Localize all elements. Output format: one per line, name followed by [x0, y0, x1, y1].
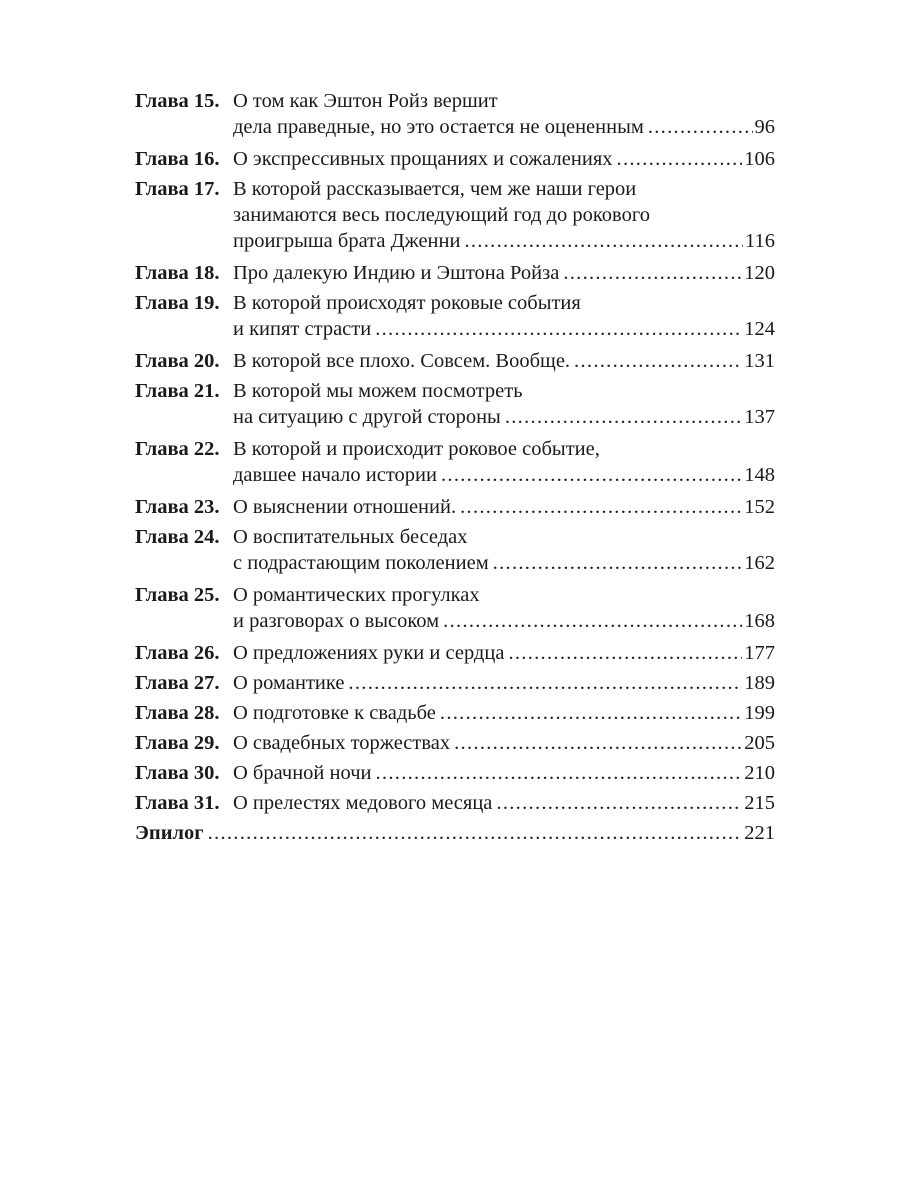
- dot-leader: [443, 608, 742, 634]
- toc-entry-label: Глава 17.: [135, 178, 220, 200]
- toc-entry-title: [233, 640, 775, 666]
- toc-entry-title: [204, 820, 775, 846]
- toc-entry-title: [233, 436, 775, 488]
- toc-entry-title-line: О воспитательных беседах: [233, 526, 468, 548]
- toc-entry-label: Глава 20.: [135, 350, 220, 372]
- toc-entry-title-line: дела праведные, но это остается не оцененным: [233, 116, 644, 138]
- dot-leader: [574, 348, 742, 374]
- toc-entry-page-number: 148: [744, 464, 775, 486]
- toc-entry[interactable]: [135, 820, 775, 846]
- toc-entry-last-line: [233, 348, 775, 374]
- toc-entry-label: Глава 27.: [135, 672, 220, 694]
- dot-leader: [563, 260, 742, 286]
- toc-entry-title: [233, 494, 775, 520]
- toc-entry[interactable]: [135, 260, 775, 286]
- toc-entry-title: [233, 176, 775, 254]
- toc-entry-label: Глава 16.: [135, 148, 220, 170]
- toc-entry-page-number: 152: [744, 496, 775, 518]
- toc-entry-last-line: [233, 146, 775, 172]
- toc-entry-title-line: О прелестях медового месяца: [233, 792, 493, 814]
- toc-entry-page-number: 189: [744, 672, 775, 694]
- dot-leader: [508, 640, 742, 666]
- dot-leader: [460, 494, 742, 520]
- toc-entry[interactable]: [135, 524, 775, 576]
- toc-entry-label: Глава 31.: [135, 792, 220, 814]
- toc-entry-title: [233, 760, 775, 786]
- toc-entry-label: Глава 18.: [135, 262, 220, 284]
- toc-entry[interactable]: [135, 146, 775, 172]
- toc-entry-title-line: О романтических прогулках: [233, 584, 480, 606]
- toc-entry-last-line: [233, 790, 775, 816]
- toc-entry[interactable]: [135, 670, 775, 696]
- toc-entry-page-number: 106: [744, 148, 775, 170]
- toc-entry-page-number: 168: [744, 610, 775, 632]
- dot-leader: [493, 550, 743, 576]
- toc-entry-title: [233, 378, 775, 430]
- toc-entry-title-line: О романтике: [233, 672, 345, 694]
- toc-entry-title-line: О свадебных торжествах: [233, 732, 451, 754]
- toc-entry-last-line: [233, 462, 775, 488]
- toc-entry[interactable]: [135, 640, 775, 666]
- toc-entry-page-number: 116: [745, 230, 775, 252]
- toc-entry-title: [233, 348, 775, 374]
- toc-entry-title-line: В которой мы можем посмотреть: [233, 380, 523, 402]
- toc-entry-page-number: 162: [744, 552, 775, 574]
- dot-leader: [454, 730, 742, 756]
- toc-entry-label: Глава 22.: [135, 438, 220, 460]
- toc-entry[interactable]: [135, 582, 775, 634]
- toc-entry-title: [233, 260, 775, 286]
- toc-entry[interactable]: [135, 348, 775, 374]
- toc-entry-title-line: В которой все плохо. Совсем. Вообще.: [233, 350, 571, 372]
- toc-entry-title-line: В которой и происходит роковое событие,: [233, 438, 600, 460]
- toc-entry-last-line: [233, 114, 775, 140]
- toc-entry-title-line: проигрыша брата Дженни: [233, 230, 461, 252]
- toc-entry-title-line: О брачной ночи: [233, 762, 372, 784]
- toc-entry[interactable]: [135, 176, 775, 254]
- dot-leader: [617, 146, 743, 172]
- toc-entry[interactable]: [135, 88, 775, 140]
- toc-entry-last-line: [233, 550, 775, 576]
- toc-entry-title-line: давшее начало истории: [233, 464, 437, 486]
- toc-entry-label: Глава 21.: [135, 380, 220, 402]
- dot-leader: [496, 790, 742, 816]
- toc-entry-title: [233, 582, 775, 634]
- toc-entry-title: [233, 290, 775, 342]
- dot-leader: [441, 462, 742, 488]
- toc-entry-label: Глава 29.: [135, 732, 220, 754]
- toc-entry-last-line: [233, 670, 775, 696]
- toc-entry-last-line: [204, 820, 775, 846]
- toc-entry[interactable]: [135, 790, 775, 816]
- toc-entry-page-number: 137: [744, 406, 775, 428]
- toc-entry-page-number: 177: [744, 642, 775, 664]
- toc-entry-label: Глава 26.: [135, 642, 220, 664]
- toc-entry[interactable]: [135, 700, 775, 726]
- toc-entry-last-line: [233, 316, 775, 342]
- toc-entry-title-line: О предложениях руки и сердца: [233, 642, 505, 664]
- toc-entry-label: Глава 28.: [135, 702, 220, 724]
- toc-entry-title-line: В которой происходят роковые события: [233, 292, 581, 314]
- dot-leader: [208, 820, 743, 846]
- toc-entry-title-line: О подготовке к свадьбе: [233, 702, 436, 724]
- toc-entry-title: [233, 790, 775, 816]
- toc-entry-page-number: 131: [744, 350, 775, 372]
- toc-entry-label: Эпилог: [135, 822, 204, 844]
- toc-entry-title: [233, 524, 775, 576]
- dot-leader: [376, 760, 743, 786]
- toc-entry-title-line: О экспрессивных прощаниях и сожалениях: [233, 148, 613, 170]
- toc-entry-last-line: [233, 404, 775, 430]
- toc-entry[interactable]: [135, 730, 775, 756]
- toc-entry-page-number: 215: [744, 792, 775, 814]
- toc-entry-page-number: 124: [744, 318, 775, 340]
- toc-entry-title-line: с подрастающим поколением: [233, 552, 489, 574]
- toc-entry-last-line: [233, 228, 775, 254]
- toc-entry-page-number: 205: [744, 732, 775, 754]
- toc-entry-title-line: и разговорах о высоком: [233, 610, 440, 632]
- toc-entry-title-line: О том как Эштон Ройз вершит: [233, 90, 498, 112]
- toc-entry-title: [233, 730, 775, 756]
- toc-entry-last-line: [233, 494, 775, 520]
- toc-entry-title-line: и кипят страсти: [233, 318, 372, 340]
- dot-leader: [464, 228, 743, 254]
- toc-entry[interactable]: [135, 436, 775, 488]
- toc-entry-last-line: [233, 640, 775, 666]
- dot-leader: [348, 670, 742, 696]
- dot-leader: [648, 114, 753, 140]
- toc-entry[interactable]: [135, 290, 775, 342]
- toc-entry-title-line: О выяснении отношений.: [233, 496, 457, 518]
- toc-entry-label: Глава 30.: [135, 762, 220, 784]
- toc-entry[interactable]: [135, 760, 775, 786]
- toc-entry-label: Глава 15.: [135, 90, 220, 112]
- table-of-contents: [135, 88, 775, 850]
- toc-entry-page-number: 96: [754, 116, 775, 138]
- toc-entry-label: Глава 24.: [135, 526, 220, 548]
- toc-entry-title: [233, 146, 775, 172]
- dot-leader: [505, 404, 742, 430]
- toc-entry-label: Глава 25.: [135, 584, 220, 606]
- toc-entry-title: [233, 88, 775, 140]
- toc-entry-title: [233, 700, 775, 726]
- dot-leader: [440, 700, 742, 726]
- toc-entry-last-line: [233, 608, 775, 634]
- toc-entry[interactable]: [135, 494, 775, 520]
- toc-entry-page-number: 221: [744, 822, 775, 844]
- toc-entry-page-number: 120: [744, 262, 775, 284]
- toc-entry-last-line: [233, 700, 775, 726]
- toc-entry[interactable]: [135, 378, 775, 430]
- toc-entry-page-number: 199: [744, 702, 775, 724]
- toc-entry-label: Глава 23.: [135, 496, 220, 518]
- toc-entry-last-line: [233, 730, 775, 756]
- toc-entry-title-line: В которой рассказывается, чем же наши герои: [233, 178, 637, 200]
- toc-entry-title-line: Про далекую Индию и Эштона Ройза: [233, 262, 560, 284]
- dot-leader: [375, 316, 742, 342]
- toc-entry-title: [233, 670, 775, 696]
- toc-entry-title-line: на ситуацию с другой стороны: [233, 406, 501, 428]
- toc-entry-last-line: [233, 760, 775, 786]
- toc-entry-page-number: 210: [744, 762, 775, 784]
- toc-entry-label: Глава 19.: [135, 292, 220, 314]
- toc-entry-last-line: [233, 260, 775, 286]
- toc-entry-title-line: занимаются весь последующий год до рокового: [233, 204, 650, 226]
